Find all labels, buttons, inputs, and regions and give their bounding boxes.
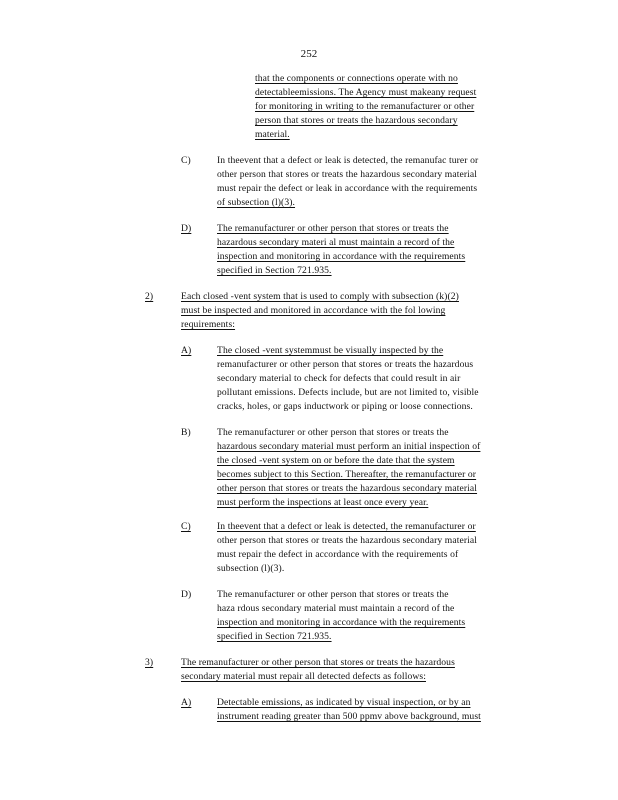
text-line: hazardous secondary materi al must maintain a record of the	[217, 237, 455, 248]
item-label: A)	[181, 697, 192, 708]
text-line: secondary material to check for defects that could result in air	[217, 373, 461, 384]
text-line: remanufacturer or other person that stores or treats the hazardous	[217, 359, 474, 370]
text-line: of subsection (l)(3).	[217, 197, 296, 208]
text-line: other person that stores or treats the hazardous secondary material	[217, 535, 478, 546]
text-line: becomes subject to this Section. Thereafter, the remanufacturer or	[217, 469, 477, 480]
text-line: specified in Section 721.935.	[217, 631, 332, 642]
text-line: In theevent that a defect or leak is detected, the remanufac turer or	[217, 155, 479, 166]
text-line: The remanufacturer or other person that stores or treats the	[217, 589, 449, 600]
item-label: A)	[181, 345, 192, 356]
text-line: other person that stores or treats the hazardous secondary material	[217, 483, 478, 494]
text-line: hazardous secondary material must perform an initial inspection of	[217, 441, 481, 452]
item-label: C)	[181, 521, 191, 532]
text-line: inspection and monitoring in accordance with the requirements	[217, 251, 466, 262]
item-label: 2)	[145, 291, 154, 302]
page-number: 252	[300, 48, 318, 60]
text-line: specified in Section 721.935.	[217, 265, 332, 276]
text-line: The remanufacturer or other person that stores or treats the	[217, 427, 449, 438]
text-line: inspection and monitoring in accordance with the requirements	[217, 617, 466, 628]
text-line: person that stores or treats the hazardous secondary	[255, 115, 458, 126]
text-line: The remanufacturer or other person that stores or treats the	[217, 223, 449, 234]
text-line: must repair the defect or leak in accordance with the requirements	[217, 183, 478, 194]
text-line: The closed -vent systemmust be visually inspected by the	[217, 345, 444, 356]
text-line: for monitoring in writing to the remanufacturer or other	[255, 101, 475, 112]
text-line: requirements:	[181, 319, 236, 330]
text-line: the closed -vent system on or before the date that the system	[217, 455, 455, 466]
text-line: material.	[255, 129, 290, 140]
text-line: cracks, holes, or gaps inductwork or piping or loose connections.	[217, 401, 473, 412]
item-label: D)	[181, 589, 192, 600]
text-line: other person that stores or treats the hazardous secondary material	[217, 169, 478, 180]
item-label: 3)	[145, 657, 154, 668]
text-line: Each closed -vent system that is used to comply with subsection (k)(2)	[181, 291, 459, 302]
text-line: pollutant emissions. Defects include, but are not limited to, visible	[217, 387, 479, 398]
text-line: must repair the defect in accordance with the requirements of	[217, 549, 459, 560]
text-line: The remanufacturer or other person that stores or treats the hazardous	[181, 657, 455, 668]
text-line: must perform the inspections at least once every year.	[217, 497, 429, 508]
text-line: In theevent that a defect or leak is detected, the remanufacturer or	[217, 521, 476, 532]
text-line: detectableemissions. The Agency must makeany request	[255, 87, 477, 98]
item-label: B)	[181, 427, 191, 438]
text-line: secondary material must repair all detected defects as follows:	[181, 671, 426, 682]
item-label: D)	[181, 223, 192, 234]
text-line: that the components or connections operate with no	[255, 73, 458, 84]
text-line: subsection (l)(3).	[217, 563, 285, 574]
text-line: haza rdous secondary material must maintain a record of the	[217, 603, 455, 614]
item-label: C)	[181, 155, 191, 166]
text-line: instrument reading greater than 500 ppmv above background, must	[217, 711, 481, 722]
text-line: Detectable emissions, as indicated by visual inspection, or by an	[217, 697, 471, 708]
text-line: must be inspected and monitored in accordance with the fol lowing	[181, 305, 446, 316]
